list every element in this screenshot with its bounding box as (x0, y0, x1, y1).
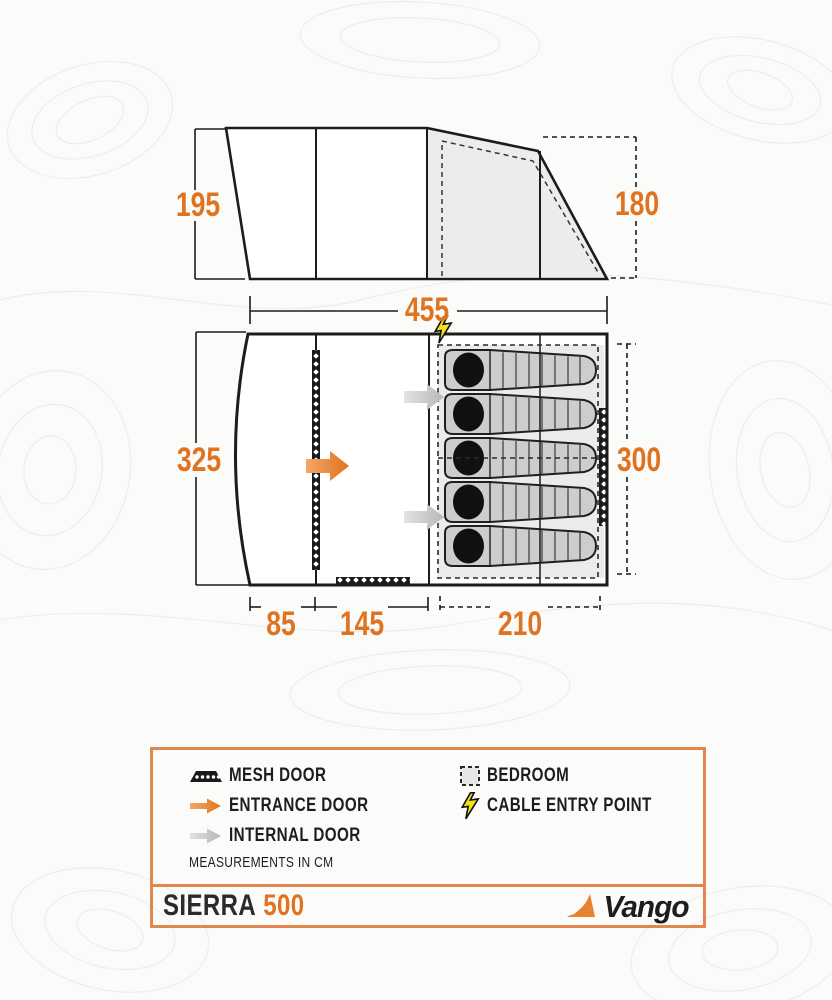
product-name (163, 889, 305, 923)
brand-name: Vango (603, 888, 689, 924)
legend-label: MESH DOOR (229, 765, 327, 786)
dim-label-side-height-rear: 180 (614, 185, 660, 223)
sleeping-bag-4 (445, 482, 596, 522)
brand-logo (564, 888, 689, 924)
dim-label-living-depth: 145 (339, 605, 385, 643)
dim-label-plan-width-front: 325 (176, 441, 222, 479)
mesh-door-icon (189, 768, 229, 784)
dim-label-porch-depth: 85 (266, 605, 296, 643)
legend-label: CABLE ENTRY POINT (487, 795, 652, 816)
model-number: 500 (263, 889, 305, 922)
side-elevation-view (226, 128, 607, 279)
sleeping-bag-2 (445, 394, 596, 434)
legend-box (150, 747, 706, 928)
legend-label: ENTRANCE DOOR (229, 795, 369, 816)
legend-item-internal-door (189, 824, 393, 848)
cable-entry-icon (459, 792, 487, 820)
legend-label: INTERNAL DOOR (229, 825, 361, 846)
sleeping-bag-5 (445, 526, 596, 566)
legend-item-entrance-door (189, 794, 403, 818)
dim-label-plan-width-rear: 300 (616, 441, 662, 479)
legend-label: BEDROOM (487, 765, 570, 786)
legend-note: MEASUREMENTS IN CM (189, 853, 334, 871)
dim-label-side-height-front: 195 (175, 186, 221, 224)
side-bedroom-shaded-area (427, 129, 606, 277)
floor-plan-view (235, 316, 607, 585)
bedroom-icon (459, 765, 487, 787)
sleeping-bag-1 (445, 350, 596, 390)
legend-item-bedroom (459, 764, 590, 788)
product-footer (153, 884, 703, 925)
dim-label-total-length: 455 (404, 291, 450, 329)
legend-item-cable-entry (459, 794, 693, 818)
model-name: SIERRA (163, 889, 257, 922)
entrance-door-icon (189, 797, 229, 815)
vango-logo-mark (564, 892, 598, 920)
internal-door-icon (189, 827, 229, 845)
dim-label-bedroom-depth: 210 (497, 605, 543, 643)
legend-item-mesh-door (189, 764, 351, 788)
